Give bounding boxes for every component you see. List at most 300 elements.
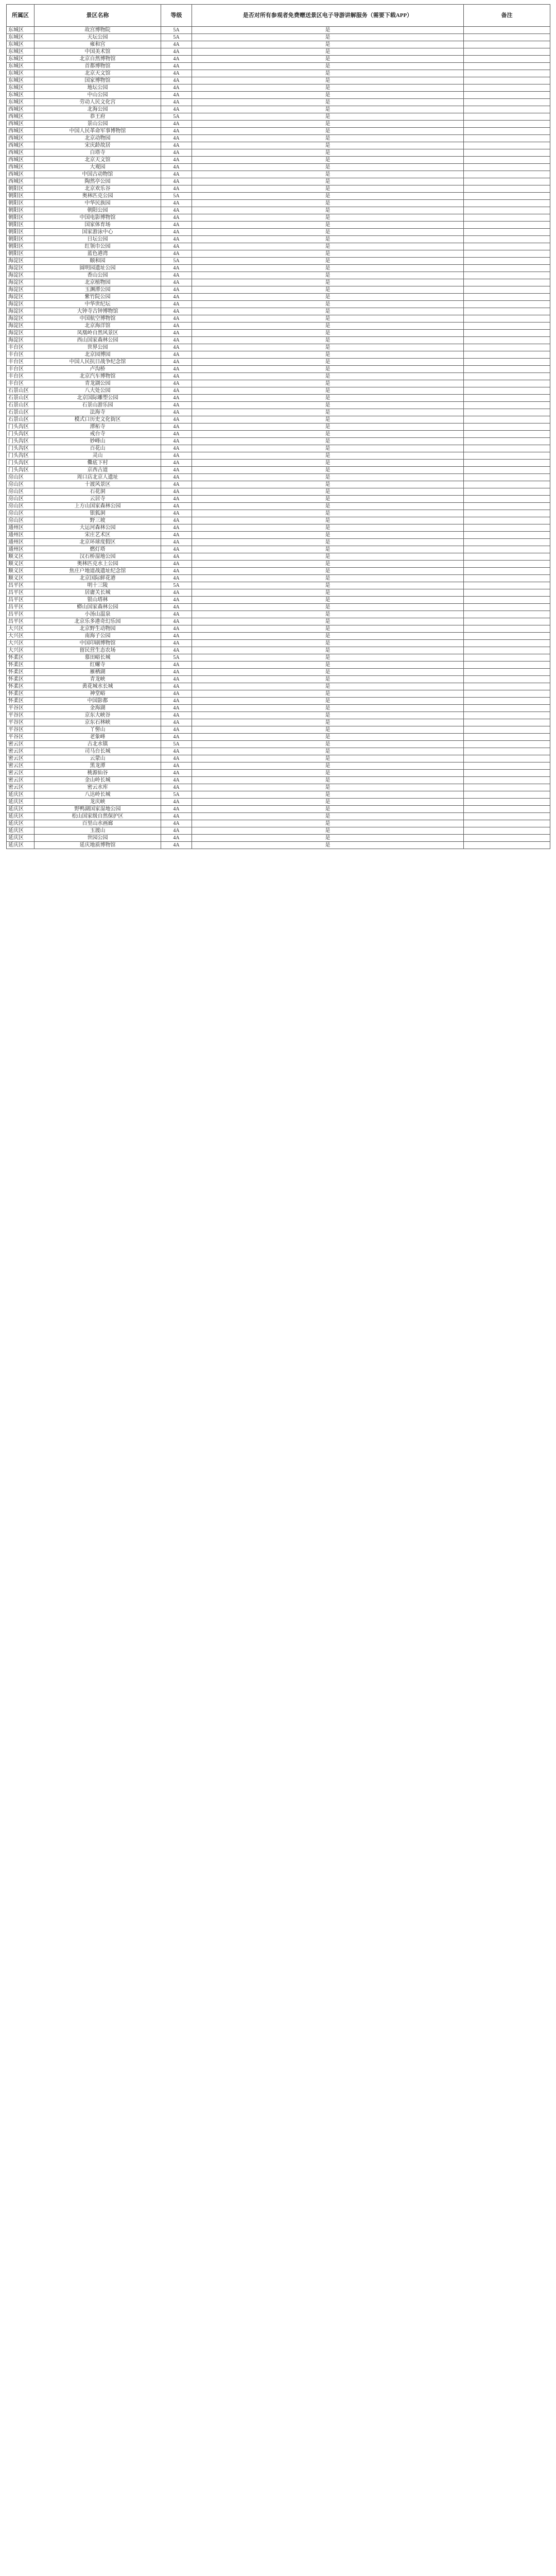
cell-attraction-name: 周口店北京人遗址 [34,474,161,481]
cell-remarks [464,647,550,654]
cell-guide-service: 是 [192,597,464,604]
cell-grade: 4A [161,827,192,835]
table-row [7,474,550,481]
cell-district: 丰台区 [7,359,34,366]
cell-district: 门头沟区 [7,460,34,467]
cell-grade: 4A [161,770,192,777]
table-row [7,726,550,734]
cell-grade: 4A [161,690,192,698]
table-row [7,618,550,625]
cell-attraction-name: 紫竹院公园 [34,294,161,301]
cell-grade: 4A [161,705,192,712]
cell-guide-service: 是 [192,604,464,611]
cell-attraction-name: 汉石桥湿地公园 [34,553,161,561]
cell-remarks [464,467,550,474]
cell-district: 怀柔区 [7,662,34,669]
cell-remarks [464,308,550,315]
cell-district: 密云区 [7,755,34,762]
cell-guide-service: 是 [192,488,464,496]
cell-guide-service: 是 [192,121,464,128]
cell-grade: 4A [161,633,192,640]
cell-district: 延庆区 [7,820,34,827]
cell-remarks [464,777,550,784]
table-row [7,669,550,676]
cell-guide-service: 是 [192,157,464,164]
cell-remarks [464,409,550,416]
cell-grade: 4A [161,734,192,741]
cell-remarks [464,416,550,423]
table-row [7,575,550,582]
cell-remarks [464,496,550,503]
cell-grade: 4A [161,380,192,387]
cell-guide-service: 是 [192,41,464,48]
cell-remarks [464,337,550,344]
cell-attraction-name: 中华世纪坛 [34,301,161,308]
table-row [7,438,550,445]
cell-grade: 4A [161,337,192,344]
table-row [7,561,550,568]
cell-district: 丰台区 [7,366,34,373]
cell-remarks [464,762,550,770]
cell-remarks [464,633,550,640]
cell-attraction-name: 法海寺 [34,409,161,416]
cell-grade: 4A [161,553,192,561]
cell-guide-service: 是 [192,813,464,820]
cell-attraction-name: 中国电影博物馆 [34,214,161,222]
cell-remarks [464,164,550,171]
cell-district: 东城区 [7,92,34,99]
cell-attraction-name: 模式口历史文化街区 [34,416,161,423]
cell-guide-service: 是 [192,250,464,258]
table-row [7,185,550,193]
table-row [7,640,550,647]
cell-attraction-name: 国家博物馆 [34,77,161,84]
cell-remarks [464,488,550,496]
table-row [7,330,550,337]
table-row [7,553,550,561]
cell-attraction-name: 大运河森林公园 [34,524,161,532]
cell-grade: 4A [161,373,192,380]
cell-district: 门头沟区 [7,445,34,452]
cell-remarks [464,84,550,92]
cell-attraction-name: 红螺寺 [34,662,161,669]
cell-guide-service: 是 [192,669,464,676]
table-row [7,568,550,575]
cell-remarks [464,229,550,236]
cell-guide-service: 是 [192,222,464,229]
cell-district: 密云区 [7,741,34,748]
table-row [7,359,550,366]
cell-grade: 4A [161,250,192,258]
cell-remarks [464,553,550,561]
cell-grade: 4A [161,207,192,214]
cell-grade: 4A [161,481,192,488]
cell-remarks [464,258,550,265]
cell-remarks [464,431,550,438]
cell-grade: 4A [161,777,192,784]
cell-district: 朝阳区 [7,222,34,229]
cell-grade: 4A [161,229,192,236]
table-row [7,366,550,373]
cell-guide-service: 是 [192,200,464,207]
cell-remarks [464,582,550,589]
cell-grade: 4A [161,575,192,582]
cell-grade: 4A [161,272,192,279]
cell-district: 通州区 [7,539,34,546]
cell-guide-service: 是 [192,568,464,575]
cell-grade: 4A [161,467,192,474]
cell-district: 平谷区 [7,705,34,712]
cell-guide-service: 是 [192,611,464,618]
cell-grade: 4A [161,128,192,135]
cell-attraction-name: 居庸关长城 [34,589,161,597]
table-row [7,625,550,633]
table-row [7,748,550,755]
cell-guide-service: 是 [192,431,464,438]
cell-attraction-name: 国家体育场 [34,222,161,229]
cell-guide-service: 是 [192,128,464,135]
header-district: 所属区 [7,5,34,27]
cell-remarks [464,532,550,539]
table-row [7,654,550,662]
cell-attraction-name: 蓝色港湾 [34,250,161,258]
cell-remarks [464,719,550,726]
cell-attraction-name: 凤凰岭自然风景区 [34,330,161,337]
cell-district: 延庆区 [7,806,34,813]
cell-grade: 5A [161,791,192,799]
cell-attraction-name: 中国人民抗日战争纪念馆 [34,359,161,366]
cell-attraction-name: 明十三陵 [34,582,161,589]
cell-grade: 4A [161,99,192,106]
cell-attraction-name: 玉渡山 [34,827,161,835]
cell-grade: 4A [161,755,192,762]
cell-district: 东城区 [7,48,34,56]
cell-grade: 4A [161,524,192,532]
cell-guide-service: 是 [192,575,464,582]
cell-district: 西城区 [7,149,34,157]
cell-grade: 4A [161,265,192,272]
cell-guide-service: 是 [192,106,464,113]
cell-remarks [464,784,550,791]
cell-attraction-name: 北京天文馆 [34,70,161,77]
cell-remarks [464,510,550,517]
cell-guide-service: 是 [192,654,464,662]
table-row [7,582,550,589]
cell-district: 房山区 [7,517,34,524]
cell-remarks [464,712,550,719]
cell-district: 密云区 [7,784,34,791]
cell-grade: 4A [161,647,192,654]
cell-guide-service: 是 [192,820,464,827]
cell-remarks [464,676,550,683]
table-row [7,286,550,294]
cell-grade: 4A [161,366,192,373]
cell-remarks [464,63,550,70]
cell-district: 东城区 [7,56,34,63]
cell-remarks [464,157,550,164]
cell-remarks [464,806,550,813]
cell-grade: 4A [161,351,192,359]
table-row [7,380,550,387]
cell-guide-service: 是 [192,70,464,77]
cell-guide-service: 是 [192,178,464,185]
cell-guide-service: 是 [192,56,464,63]
cell-remarks [464,77,550,84]
cell-grade: 4A [161,330,192,337]
cell-attraction-name: 故宫博物院 [34,27,161,34]
cell-grade: 5A [161,193,192,200]
cell-guide-service: 是 [192,142,464,149]
cell-grade: 4A [161,106,192,113]
cell-grade: 4A [161,517,192,524]
cell-remarks [464,539,550,546]
cell-guide-service: 是 [192,344,464,351]
cell-grade: 4A [161,48,192,56]
cell-guide-service: 是 [192,301,464,308]
cell-remarks [464,755,550,762]
cell-guide-service: 是 [192,171,464,178]
cell-grade: 4A [161,568,192,575]
cell-grade: 4A [161,178,192,185]
cell-remarks [464,827,550,835]
cell-attraction-name: 陶然亭公园 [34,178,161,185]
cell-guide-service: 是 [192,683,464,690]
cell-grade: 4A [161,63,192,70]
cell-guide-service: 是 [192,762,464,770]
cell-attraction-name: 金海湖 [34,705,161,712]
cell-guide-service: 是 [192,113,464,121]
cell-remarks [464,185,550,193]
cell-attraction-name: 北海公园 [34,106,161,113]
cell-remarks [464,27,550,34]
cell-attraction-name: 京东大峡谷 [34,712,161,719]
table-row [7,164,550,171]
cell-remarks [464,250,550,258]
cell-remarks [464,561,550,568]
cell-district: 海淀区 [7,294,34,301]
table-row [7,395,550,402]
cell-guide-service: 是 [192,207,464,214]
cell-guide-service: 是 [192,690,464,698]
table-row [7,344,550,351]
cell-district: 延庆区 [7,842,34,849]
cell-grade: 4A [161,70,192,77]
cell-guide-service: 是 [192,323,464,330]
cell-grade: 4A [161,243,192,250]
table-row [7,409,550,416]
cell-remarks [464,460,550,467]
table-row [7,171,550,178]
cell-attraction-name: 北京环球度假区 [34,539,161,546]
table-row [7,698,550,705]
cell-remarks [464,135,550,142]
cell-district: 门头沟区 [7,423,34,431]
cell-guide-service: 是 [192,474,464,481]
cell-guide-service: 是 [192,777,464,784]
cell-grade: 4A [161,611,192,618]
cell-attraction-name: 北京海洋馆 [34,323,161,330]
cell-attraction-name: 爨底下村 [34,460,161,467]
cell-guide-service: 是 [192,647,464,654]
cell-grade: 4A [161,835,192,842]
cell-remarks [464,791,550,799]
cell-remarks [464,344,550,351]
cell-district: 朝阳区 [7,185,34,193]
cell-guide-service: 是 [192,503,464,510]
cell-grade: 4A [161,402,192,409]
table-row [7,806,550,813]
cell-grade: 4A [161,286,192,294]
cell-attraction-name: 密云水库 [34,784,161,791]
cell-grade: 4A [161,719,192,726]
cell-district: 通州区 [7,546,34,553]
cell-district: 西城区 [7,178,34,185]
cell-grade: 5A [161,27,192,34]
cell-remarks [464,517,550,524]
cell-guide-service: 是 [192,770,464,777]
cell-guide-service: 是 [192,553,464,561]
cell-grade: 4A [161,503,192,510]
cell-district: 昌平区 [7,597,34,604]
cell-guide-service: 是 [192,48,464,56]
cell-guide-service: 是 [192,698,464,705]
cell-guide-service: 是 [192,734,464,741]
cell-attraction-name: 红领巾公园 [34,243,161,250]
cell-remarks [464,568,550,575]
cell-attraction-name: 奥林匹克公园 [34,193,161,200]
cell-guide-service: 是 [192,510,464,517]
cell-district: 通州区 [7,532,34,539]
table-row [7,84,550,92]
cell-attraction-name: 北京自然博物馆 [34,56,161,63]
cell-attraction-name: 百花山 [34,445,161,452]
cell-grade: 5A [161,258,192,265]
cell-district: 怀柔区 [7,654,34,662]
cell-district: 朝阳区 [7,250,34,258]
cell-district: 延庆区 [7,799,34,806]
cell-attraction-name: 慕田峪长城 [34,654,161,662]
cell-grade: 4A [161,294,192,301]
cell-attraction-name: 丫髻山 [34,726,161,734]
cell-remarks [464,330,550,337]
table-row [7,647,550,654]
cell-district: 丰台区 [7,380,34,387]
cell-district: 海淀区 [7,308,34,315]
table-row [7,128,550,135]
cell-district: 朝阳区 [7,236,34,243]
cell-grade: 4A [161,510,192,517]
cell-remarks [464,640,550,647]
cell-remarks [464,662,550,669]
cell-remarks [464,770,550,777]
table-row [7,279,550,286]
table-row [7,791,550,799]
cell-guide-service: 是 [192,835,464,842]
cell-remarks [464,366,550,373]
table-row [7,712,550,719]
cell-grade: 4A [161,546,192,553]
cell-grade: 4A [161,625,192,633]
cell-guide-service: 是 [192,524,464,532]
cell-guide-service: 是 [192,279,464,286]
table-row [7,193,550,200]
cell-guide-service: 是 [192,135,464,142]
cell-grade: 4A [161,222,192,229]
cell-district: 石景山区 [7,395,34,402]
cell-remarks [464,683,550,690]
cell-district: 西城区 [7,106,34,113]
cell-district: 朝阳区 [7,200,34,207]
table-row [7,445,550,452]
cell-district: 朝阳区 [7,193,34,200]
cell-guide-service: 是 [192,517,464,524]
table-row [7,308,550,315]
cell-district: 石景山区 [7,416,34,423]
cell-district: 怀柔区 [7,683,34,690]
table-row [7,178,550,185]
cell-district: 西城区 [7,135,34,142]
cell-guide-service: 是 [192,272,464,279]
cell-guide-service: 是 [192,387,464,395]
cell-district: 延庆区 [7,827,34,835]
cell-attraction-name: 老象峰 [34,734,161,741]
cell-guide-service: 是 [192,84,464,92]
cell-grade: 4A [161,438,192,445]
cell-grade: 4A [161,640,192,647]
cell-grade: 4A [161,77,192,84]
cell-guide-service: 是 [192,373,464,380]
cell-grade: 4A [161,301,192,308]
cell-district: 密云区 [7,777,34,784]
cell-guide-service: 是 [192,185,464,193]
cell-remarks [464,351,550,359]
cell-grade: 4A [161,200,192,207]
cell-remarks [464,799,550,806]
cell-attraction-name: 北京欢乐谷 [34,185,161,193]
cell-remarks [464,193,550,200]
cell-attraction-name: 石花洞 [34,488,161,496]
table-row [7,770,550,777]
cell-grade: 4A [161,416,192,423]
cell-grade: 4A [161,698,192,705]
cell-district: 怀柔区 [7,676,34,683]
cell-guide-service: 是 [192,330,464,337]
cell-district: 东城区 [7,77,34,84]
cell-remarks [464,48,550,56]
cell-district: 西城区 [7,157,34,164]
cell-grade: 4A [161,799,192,806]
cell-attraction-name: 雍和宫 [34,41,161,48]
cell-guide-service: 是 [192,625,464,633]
table-row [7,77,550,84]
cell-guide-service: 是 [192,589,464,597]
cell-remarks [464,99,550,106]
cell-attraction-name: 古北水镇 [34,741,161,748]
cell-grade: 4A [161,395,192,402]
cell-district: 海淀区 [7,279,34,286]
cell-remarks [464,315,550,323]
cell-remarks [464,243,550,250]
cell-grade: 4A [161,683,192,690]
cell-grade: 4A [161,813,192,820]
cell-attraction-name: 北京汽车博物馆 [34,373,161,380]
cell-district: 密云区 [7,770,34,777]
cell-attraction-name: 地坛公园 [34,84,161,92]
cell-grade: 4A [161,539,192,546]
cell-grade: 4A [161,806,192,813]
header-remarks: 备注 [464,5,550,27]
cell-guide-service: 是 [192,827,464,835]
